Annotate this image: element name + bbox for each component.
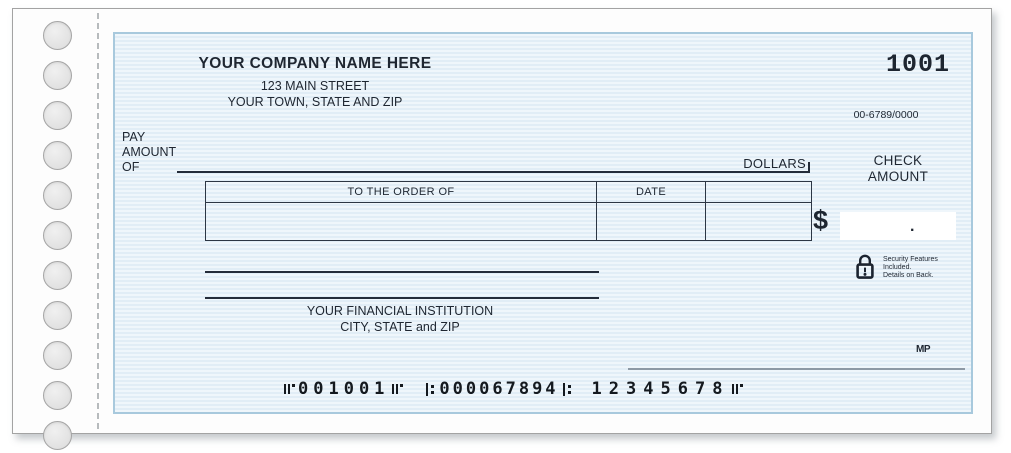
dollars-label: DOLLARS [743,156,806,171]
pay-amount-label [122,130,176,175]
micr-onus-icon [392,382,403,397]
punch-hole [43,341,72,370]
financial-institution-block [250,303,550,335]
decimal-point: . [910,218,915,235]
routing-fraction: 00-6789/0000 [853,109,919,121]
check-amount-label-line2: AMOUNT [867,169,929,184]
payee-table [205,181,812,241]
micr-routing-number: 000067894 [439,379,559,399]
micr-onus-icon [732,382,743,397]
tractor-feed-strip [43,21,72,450]
to-the-order-of-header: TO THE ORDER OF [206,182,597,203]
micr-onus-icon [284,382,295,397]
micr-check-number: 001001 [298,379,390,399]
institution-line-upper [205,271,599,273]
punch-hole [43,381,72,410]
punch-hole [43,101,72,130]
company-block [160,55,470,110]
check-amount-label [840,153,956,185]
security-text-line2: Included. [883,264,912,271]
pay-amount-label-line2: AMOUNT [122,145,177,159]
pay-amount-label-line1: PAY [122,130,146,144]
punch-hole [43,61,72,90]
date-cell [597,203,706,240]
micr-transit-icon [562,382,573,397]
punch-hole [43,301,72,330]
dollar-sign: $ [813,205,829,235]
security-notice-text [883,253,938,280]
pay-amount-label-line3: OF [122,160,140,174]
date-header: DATE [597,182,706,203]
security-notice [855,253,938,285]
micr-line [281,379,746,399]
lock-icon [855,253,875,285]
company-name: YOUR COMPANY NAME HERE [198,55,432,72]
security-text-line1: Security Features [883,256,938,263]
micr-account-number: 12345678 [591,379,730,399]
punch-hole [43,141,72,170]
check-amount-label-line1: CHECK [873,153,923,168]
payee-cell [206,203,597,240]
institution-line-lower [205,297,599,299]
perforation-line [97,13,99,429]
check-amount-box [840,212,956,240]
check-number: 1001 [885,50,950,79]
punch-hole [43,221,72,250]
financial-institution-name: YOUR FINANCIAL INSTITUTION [306,304,494,318]
mp-microprint-mark: MP [916,344,930,355]
punch-hole [43,261,72,290]
institution-address: CITY, STATE and ZIP [340,320,460,334]
company-address-line2: YOUR TOWN, STATE AND ZIP [227,95,403,109]
micr-transit-icon [425,382,436,397]
amount-written-line [177,171,810,173]
amount-column-header [706,182,811,203]
punch-hole [43,181,72,210]
punch-hole [43,421,72,450]
amount-cell [706,203,811,240]
security-text-line3: Details on Back. [883,272,934,279]
punch-hole [43,21,72,50]
signature-line [628,368,965,370]
company-address-line1: 123 MAIN STREET [260,79,370,93]
amount-line-end-tick [808,162,810,172]
